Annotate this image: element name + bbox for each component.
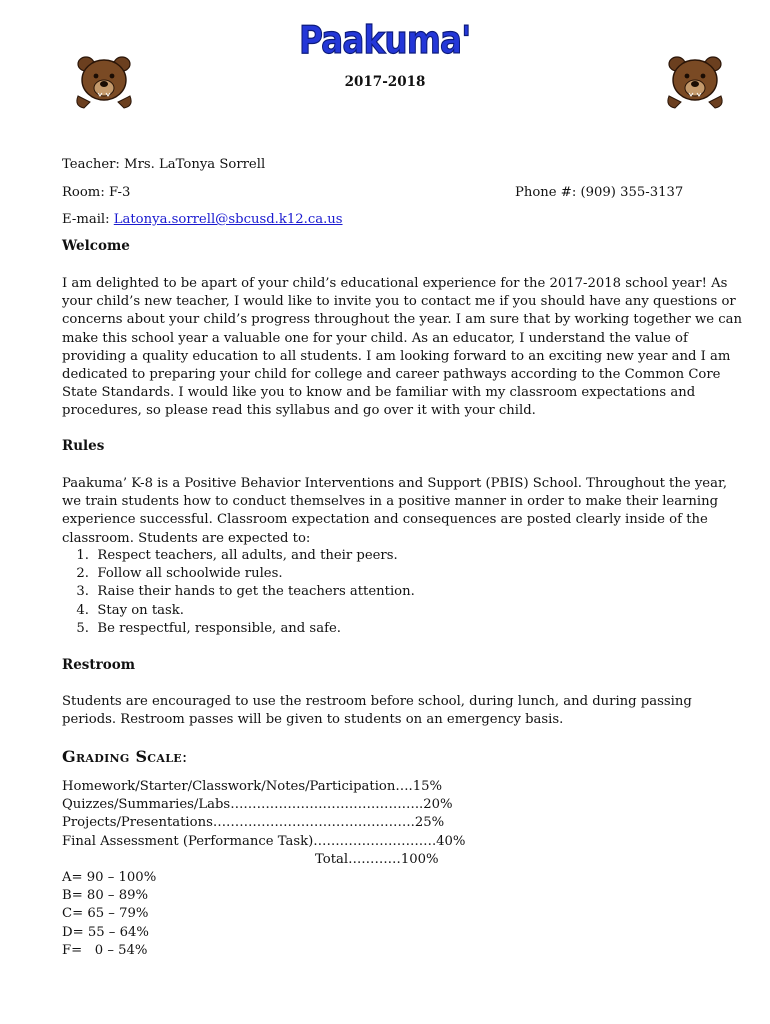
grade-range: F= 0 – 54%	[62, 943, 148, 958]
rule-text: Stay on task.	[97, 602, 184, 618]
email-label: E-mail:	[62, 212, 114, 227]
rule-item	[62, 547, 415, 565]
welcome-paragraph: I am delighted to be apart of your child’s educational experience for the 2017-2018 school year! As your child’s new teacher, I would like to invite you to contact me if you should have any questions or concerns about your child’s progress throughout the year. I am sure that by working together we can make this school year a valuable one for your child. As an educator, I understand the value of providing a quality education to all students. I am looking forward to an exciting new year and I am dedicated to preparing your child for college and career pathways according to the Common Core State Standards. I would like you to know and be familiar with my classroom expectations and procedures, so please read this syllabus and go over it with your child.	[62, 276, 742, 419]
rule-text: Respect teachers, all adults, and their peers.	[97, 548, 398, 563]
rule-number: 5.	[76, 620, 89, 636]
grade-range: A= 90 – 100%	[62, 870, 157, 885]
grading-total: Total…………100%	[315, 852, 439, 867]
grading-category: Final Assessment (Performance Task)……………………….40%	[62, 834, 466, 849]
grading-heading-text: Grading Scale	[62, 747, 182, 766]
rule-number: 2.	[76, 566, 89, 582]
rule-item	[62, 565, 415, 583]
rule-text: Raise their hands to get the teachers attention.	[97, 584, 415, 600]
rule-text: Follow all schoolwide rules.	[97, 566, 283, 582]
school-logo-title	[0, 18, 770, 62]
email-line	[62, 212, 343, 227]
welcome-heading: Welcome	[62, 238, 130, 254]
rule-number: 1.	[76, 548, 89, 563]
restroom-paragraph: Students are encouraged to use the restroom before school, during lunch, and during passing periods. Restroom passes will be given to students on an emergency basis.	[62, 694, 692, 728]
grade-range: C= 65 – 79%	[62, 906, 149, 921]
grading-category: Projects/Presentations……………………………………….25%	[62, 815, 445, 830]
school-logo-text: Paakuma'	[299, 18, 471, 62]
grade-range: B= 80 – 89%	[62, 888, 149, 903]
grading-category: Quizzes/Summaries/Labs……………………………………..20%	[62, 797, 453, 812]
rule-text: Be respectful, responsible, and safe.	[97, 620, 341, 636]
rule-item	[62, 583, 415, 601]
school-year: 2017-2018	[344, 74, 426, 90]
rules-heading: Rules	[62, 438, 105, 454]
grading-category: Homework/Starter/Classwork/Notes/Participation….15%	[62, 779, 443, 794]
rules-intro-paragraph: Paakuma’ K-8 is a Positive Behavior Interventions and Support (PBIS) School. Throughout the year, we train students how to conduct themselves in a positive manner in order to make their learning experience successful. Classroom expectation and consequences are posted clearly inside of the classroom. Students are expected to:	[62, 476, 728, 546]
rules-list	[62, 547, 415, 638]
grading-heading-colon: :	[181, 747, 188, 766]
grading-scale-heading	[62, 747, 188, 766]
grade-range: D= 55 – 64%	[62, 925, 149, 940]
rule-item	[62, 602, 415, 620]
rule-number: 4.	[76, 602, 89, 618]
email-link[interactable]: Latonya.sorrell@sbcusd.k12.ca.us	[113, 212, 343, 227]
rule-item	[62, 620, 415, 638]
phone-number: Phone #: (909) 355-3137	[515, 185, 684, 200]
room-number: Room: F-3	[62, 185, 131, 200]
teacher-name: Teacher: Mrs. LaTonya Sorrell	[62, 157, 266, 172]
rule-number: 3.	[76, 584, 89, 600]
restroom-heading: Restroom	[62, 657, 136, 673]
